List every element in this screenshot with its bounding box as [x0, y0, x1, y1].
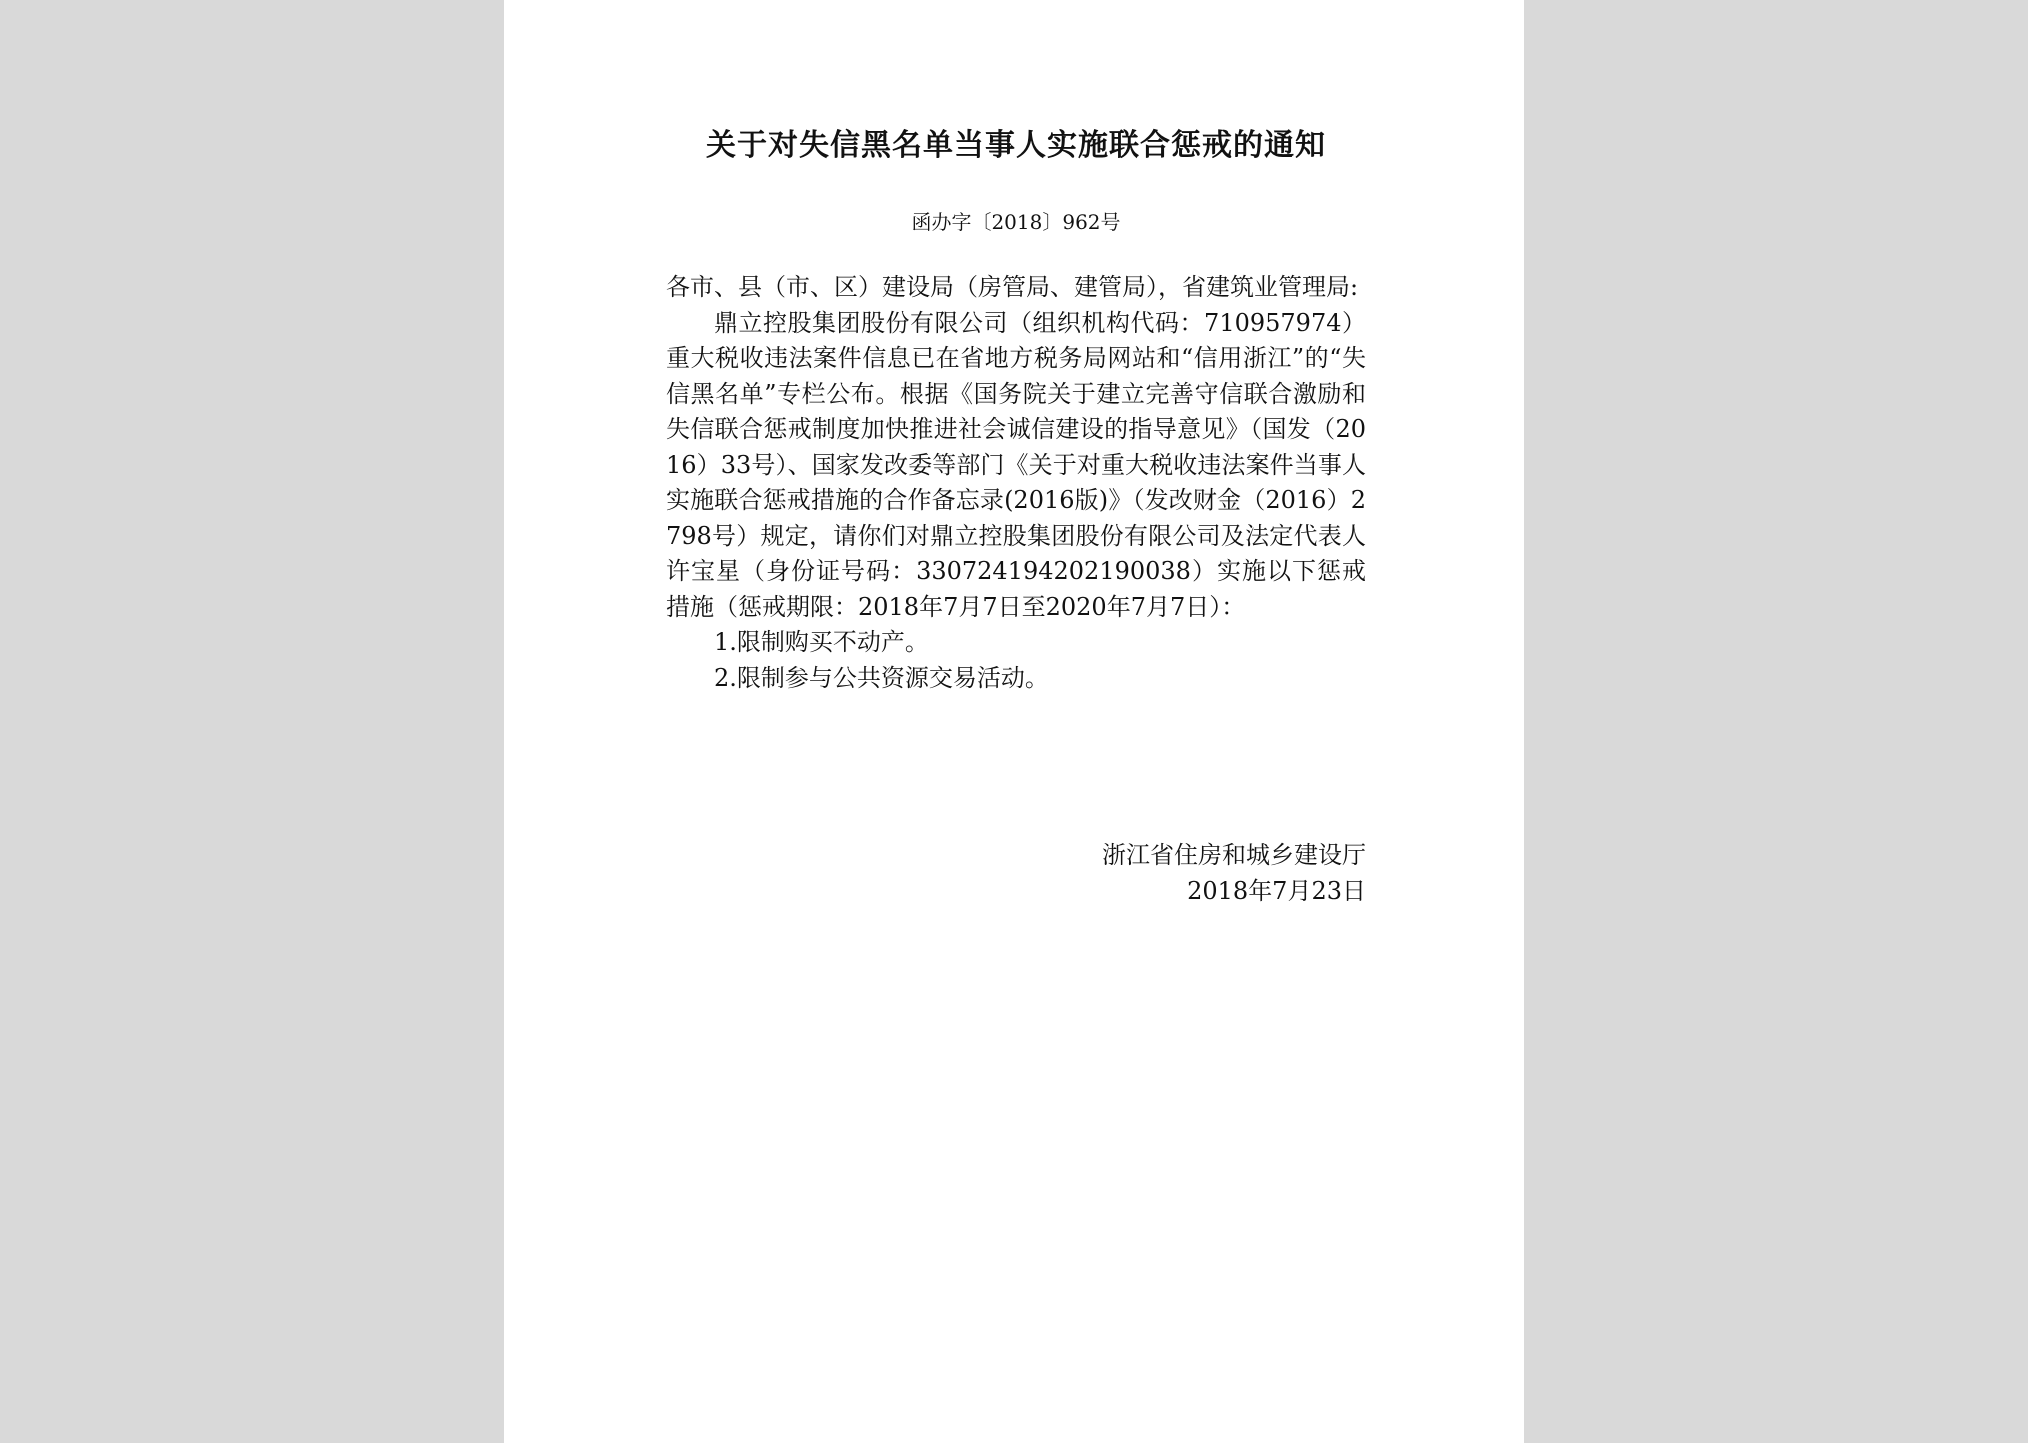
issue-date: 2018年7月23日 — [1187, 876, 1366, 905]
measure-item-2: 2.限制参与公共资源交易活动。 — [714, 663, 1049, 692]
signature-block — [666, 838, 1366, 909]
issuer: 浙江省住房和城乡建设厅 — [1102, 841, 1366, 869]
document-page — [504, 0, 1524, 1443]
measure-item-1: 1.限制购买不动产。 — [714, 628, 929, 656]
addressee: 各市、县（市、区）建设局（房管局、建管局），省建筑业管理局: — [666, 273, 1359, 301]
document-body — [666, 270, 1366, 696]
document-number: 函办字〔2018〕962号 — [911, 210, 1121, 234]
document-title: 关于对失信黑名单当事人实施联合惩戒的通知 — [706, 128, 1326, 163]
body-paragraph: 鼎立控股集团股份有限公司（组织机构代码：710957974）重大税收违法案件信息已在省地方税务局网站和“信用浙江”的“失信黑名单”专栏公布。根据《国务院关于建立完善守信联合激励和失信联合惩戒制度加快推进社会诚信建设的指导意见》（国发（2016）33号）、国家发改委等部门《关于对重大税收违法案件当事人实施联合惩戒措施的合作备忘录(2016版)》（发改财金（2016）2798号）规定，请你们对鼎立控股集团股份有限公司及法定代表人许宝星（身份证号码：330724194202190038）实施以下惩戒措施（惩戒期限：2018年7月7日至2020年7月7日）： — [666, 308, 1366, 621]
